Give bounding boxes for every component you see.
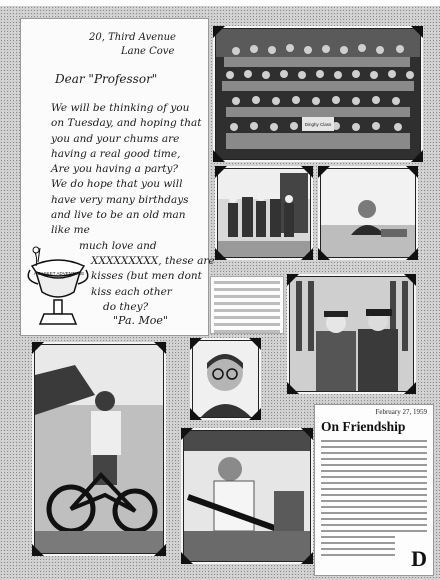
class-photo-board: Dinghy Class <box>304 122 332 127</box>
letter-line: like me <box>51 224 90 237</box>
trophy-engraving <box>30 270 88 276</box>
article-body <box>321 440 427 560</box>
letter-line: having a real good time, <box>51 147 181 160</box>
article-date: February 27, 1959 <box>375 408 427 416</box>
glasses-boy-image <box>193 341 258 417</box>
letter-line: on Tuesday, and hoping that <box>51 117 202 130</box>
letter-line: and live to be an old man <box>51 209 186 222</box>
letter-signature: "Pa. Moe" <box>113 314 168 327</box>
trophy-drawing <box>26 244 90 332</box>
toy-gun-image <box>184 431 310 561</box>
letter-line: do they? <box>103 300 149 313</box>
letter-line: We will be thinking of you <box>51 102 190 114</box>
letter-line: much love and <box>79 239 157 252</box>
glasses-boy-photo <box>192 340 259 418</box>
letter-salutation: Dear "Professor" <box>55 72 158 86</box>
soldiers-photo-image <box>290 277 413 391</box>
letter-line: kiss each other <box>91 285 172 298</box>
article-title: On Friendship <box>321 419 406 434</box>
article-drop-letter: D <box>411 546 427 571</box>
bicycle-photo-image <box>35 345 163 553</box>
page-top-edge <box>0 0 440 6</box>
letter-address-line1: 20, Third Avenue <box>89 32 176 43</box>
letter-line: XXXXXXXXX, these are <box>91 254 215 267</box>
letter-line: We do hope that you will <box>51 178 183 191</box>
letter-line: have very many birthdays <box>51 193 189 206</box>
group-photo-image <box>218 169 310 257</box>
letter-address-line2: Lane Cove <box>121 46 175 57</box>
bicycle-photo <box>34 344 164 554</box>
letter-line: kisses (but men dont <box>91 270 202 283</box>
boy-portrait-photo <box>320 168 416 258</box>
boy-portrait-image <box>321 169 415 257</box>
letter-line: you and your chums are <box>51 132 180 145</box>
class-photo-image <box>216 29 420 159</box>
toy-gun-photo <box>183 430 311 562</box>
newspaper-clipping <box>210 276 284 334</box>
trophy-engraving-text: A BASKET ADVENTURE <box>33 271 85 276</box>
friendship-article <box>314 404 434 576</box>
class-photo <box>215 28 421 160</box>
letter-line: Are you having a party? <box>51 163 179 176</box>
group-photo <box>217 168 311 258</box>
soldiers-photo <box>289 276 414 392</box>
